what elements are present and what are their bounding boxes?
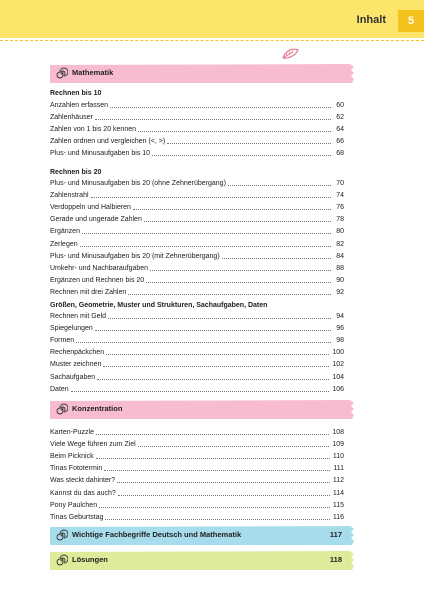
toc-entry-label: Zahlenhäuser	[50, 114, 93, 122]
dot-leader	[118, 495, 330, 496]
toc-entry-label: Sachaufgaben	[50, 373, 96, 381]
toc-row[interactable]	[50, 498, 344, 510]
group-title: Größen, Geometrie, Muster und Strukturen, Sachaufgaben, Daten	[50, 302, 268, 309]
toc-list-rechnen-bis-20	[50, 176, 344, 297]
toc-row[interactable]	[50, 309, 344, 321]
section-banner-loesungen[interactable]	[50, 551, 354, 570]
section-title: Konzentration	[72, 404, 123, 413]
toc-row[interactable]	[50, 357, 344, 369]
toc-row[interactable]	[50, 188, 344, 200]
toc-entry-page: 100	[332, 349, 344, 357]
leaf-icon	[281, 48, 299, 60]
dot-leader	[128, 294, 331, 295]
toc-entry-page: 60	[336, 102, 344, 110]
page-title: Inhalt	[356, 14, 386, 26]
toc-row[interactable]	[50, 321, 344, 333]
toc-entry-label: Spiegelungen	[50, 325, 93, 333]
toc-entry-label: Umkehr- und Nachbaraufgaben	[50, 264, 149, 272]
section-banner-konzentration	[50, 400, 354, 419]
toc-entry-label: Ergänzen	[50, 228, 80, 236]
toc-entry-page: 102	[332, 361, 344, 369]
page-number: 5	[398, 10, 424, 32]
dot-leader	[152, 155, 331, 156]
toc-entry-label: Zahlen ordnen und vergleichen (<, >)	[50, 138, 166, 146]
dot-leader	[103, 366, 329, 367]
toc-entry-page: 114	[332, 489, 344, 497]
toc-entry-page: 88	[336, 264, 344, 272]
toc-entry-label: Zerlegen	[50, 240, 78, 248]
toc-entry-page: 112	[332, 477, 344, 485]
toc-entry-page: 76	[336, 204, 344, 212]
toc-row[interactable]	[50, 224, 344, 236]
toc-entry-page: 74	[336, 192, 344, 200]
toc-entry-label: Zahlenstrahl	[50, 192, 89, 200]
toc-entry-label: Plus- und Minusaufgaben bis 10	[50, 150, 151, 158]
dot-leader	[138, 131, 331, 132]
toc-entry-page: 104	[332, 373, 344, 381]
toc-row[interactable]	[50, 485, 344, 497]
toc-row[interactable]	[50, 382, 344, 394]
spiral-icon	[56, 554, 68, 566]
toc-entry-label: Rechenpäckchen	[50, 349, 105, 357]
toc-entry-page: 62	[336, 114, 344, 122]
toc-entry-page: 68	[336, 150, 344, 158]
toc-row[interactable]	[50, 122, 344, 134]
toc-entry-label: Viele Wege führen zum Ziel	[50, 441, 136, 449]
toc-entry-label: Ergänzen und Rechnen bis 20	[50, 276, 145, 284]
toc-row[interactable]	[50, 449, 344, 461]
toc-row[interactable]	[50, 333, 344, 345]
dot-leader	[106, 354, 329, 355]
section-page: 118	[329, 555, 342, 564]
toc-row[interactable]	[50, 461, 344, 473]
toc-entry-page: 111	[333, 465, 344, 473]
toc-entry-page: 98	[336, 337, 344, 345]
toc-entry-label: Gerade und ungerade Zahlen	[50, 216, 142, 224]
section-title: Lösungen	[72, 555, 108, 564]
toc-entry-page: 92	[336, 288, 344, 296]
toc-entry-page: 106	[332, 385, 344, 393]
dot-leader	[150, 270, 331, 271]
toc-entry-label: Formen	[50, 337, 75, 345]
toc-entry-label: Zahlen von 1 bis 20 kennen	[50, 126, 137, 134]
toc-row[interactable]	[50, 473, 344, 485]
dot-leader	[133, 209, 331, 210]
toc-entry-label: Daten	[50, 385, 69, 393]
dot-leader	[91, 197, 331, 198]
toc-entry-label: Pony Paulchen	[50, 501, 98, 509]
toc-row[interactable]	[50, 200, 344, 212]
toc-entry-label: Plus- und Minusaufgaben bis 20 (mit Zehnerübergang)	[50, 252, 220, 260]
toc-entry-label: Was steckt dahinter?	[50, 477, 116, 485]
dot-leader	[110, 107, 331, 108]
toc-entry-label: Beim Picknick	[50, 453, 94, 461]
toc-entry-label: Tinas Geburtstag	[50, 513, 104, 521]
toc-entry-label: Muster zeichnen	[50, 361, 102, 369]
dashed-divider	[0, 40, 424, 41]
group-title: Rechnen bis 20	[50, 169, 102, 176]
toc-row[interactable]	[50, 369, 344, 381]
toc-entry-label: Kannst du das auch?	[50, 489, 116, 497]
dot-leader	[71, 391, 330, 392]
toc-entry-label: Verdoppeln und Halbieren	[50, 204, 131, 212]
dot-leader	[80, 246, 331, 247]
dot-leader	[99, 507, 330, 508]
toc-row[interactable]	[50, 176, 344, 188]
toc-row[interactable]	[50, 273, 344, 285]
toc-entry-page: 84	[336, 252, 344, 260]
toc-entry-page: 80	[336, 228, 344, 236]
dot-leader	[117, 482, 330, 483]
dot-leader	[96, 434, 329, 435]
spiral-icon	[56, 403, 68, 415]
toc-entry-page: 78	[336, 216, 344, 224]
toc-entry-page: 94	[336, 313, 344, 321]
toc-entry-page: 115	[332, 501, 344, 509]
dot-leader	[82, 233, 331, 234]
dot-leader	[96, 458, 330, 459]
toc-entry-page: 109	[332, 441, 344, 449]
toc-entry-page: 66	[336, 138, 344, 146]
dot-leader	[105, 519, 329, 520]
toc-row[interactable]	[50, 146, 344, 158]
toc-entry-label: Rechnen mit Geld	[50, 313, 107, 321]
toc-list-groessen-geometrie	[50, 309, 344, 394]
toc-list-rechnen-bis-10	[50, 98, 344, 158]
toc-entry-page: 90	[336, 276, 344, 284]
dot-leader	[138, 446, 330, 447]
toc-entry-label: Karten-Puzzle	[50, 429, 94, 437]
toc-row[interactable]	[50, 261, 344, 273]
dot-leader	[228, 185, 331, 186]
toc-row[interactable]	[50, 437, 344, 449]
dot-leader	[76, 342, 331, 343]
section-title: Mathematik	[72, 68, 114, 77]
dot-leader	[222, 258, 331, 259]
dot-leader	[146, 282, 331, 283]
section-banner-fachbegriffe[interactable]	[50, 526, 354, 545]
toc-entry-page: 82	[336, 240, 344, 248]
header-bar	[0, 0, 424, 38]
toc-row[interactable]	[50, 345, 344, 357]
section-banner-mathematik	[50, 64, 354, 83]
toc-entry-label: Anzahlen erfassen	[50, 102, 108, 110]
toc-entry-page: 96	[336, 325, 344, 333]
toc-entry-label: Plus- und Minusaufgaben bis 20 (ohne Zehnerübergang)	[50, 180, 226, 188]
dot-leader	[104, 470, 330, 471]
toc-row[interactable]	[50, 110, 344, 122]
toc-entry-page: 70	[336, 180, 344, 188]
toc-row[interactable]	[50, 212, 344, 224]
toc-entry-page: 116	[332, 513, 344, 521]
spiral-icon	[56, 67, 68, 79]
toc-row[interactable]	[50, 134, 344, 146]
spiral-icon	[56, 529, 68, 541]
toc-row[interactable]	[50, 285, 344, 297]
dot-leader	[97, 379, 329, 380]
toc-entry-page: 64	[336, 126, 344, 134]
section-page: 117	[329, 530, 342, 539]
toc-list-konzentration	[50, 425, 344, 522]
group-title: Rechnen bis 10	[50, 90, 102, 97]
toc-entry-label: Tinas Fototermin	[50, 465, 103, 473]
section-title: Wichtige Fachbegriffe Deutsch und Mathematik	[72, 530, 242, 539]
dot-leader	[95, 330, 331, 331]
dot-leader	[144, 221, 331, 222]
dot-leader	[167, 143, 331, 144]
toc-row[interactable]	[50, 249, 344, 261]
toc-row[interactable]	[50, 98, 344, 110]
dot-leader	[108, 318, 331, 319]
toc-entry-page: 108	[332, 429, 344, 437]
toc-row[interactable]	[50, 236, 344, 248]
toc-row[interactable]	[50, 425, 344, 437]
toc-entry-label: Rechnen mit drei Zahlen	[50, 288, 127, 296]
toc-entry-page: 110	[332, 453, 344, 461]
toc-row[interactable]	[50, 510, 344, 522]
dot-leader	[95, 119, 331, 120]
